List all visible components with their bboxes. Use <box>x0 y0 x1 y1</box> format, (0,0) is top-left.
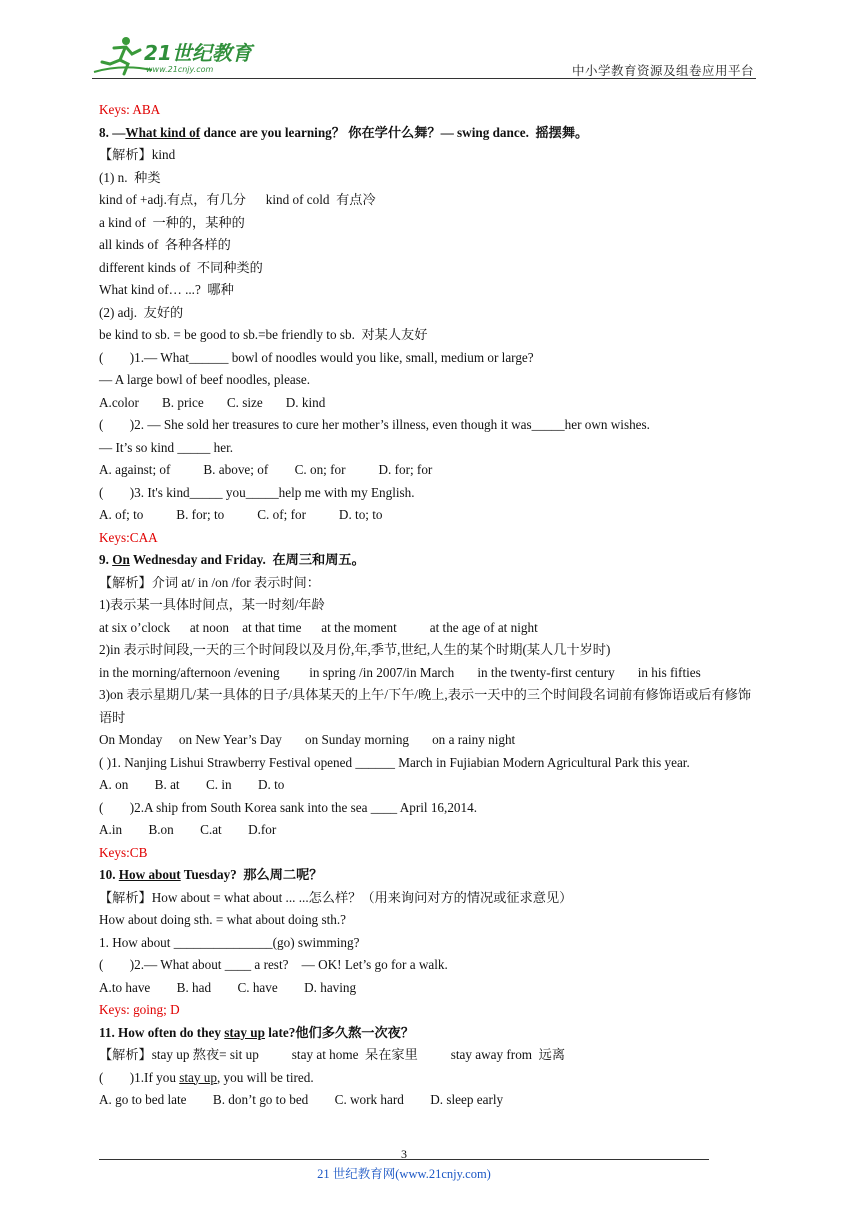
text-line: be kind to sb. = be good to sb.=be friendly to sb. 对某人友好 <box>99 327 428 342</box>
text-line: a kind of 一种的，某种的 <box>99 214 245 230</box>
text-line: ( )2. — She sold her treasures to cure her mother’s illness, even though it was_____her own wishes. <box>99 417 650 432</box>
text-line: How about doing sth. = what about doing sth.? <box>99 912 346 927</box>
text-line: 1)表示某一具体时间点，某一时刻/年龄 <box>99 597 325 612</box>
text-line: different kinds of 不同种类的 <box>99 259 263 275</box>
underlined-phrase: On <box>112 552 130 567</box>
text-line: Keys:CAA <box>99 529 158 545</box>
text-fragment: Tuesday? 那么周二呢？ <box>180 867 323 882</box>
text-line: A. against; of B. above; of C. on; for D. for; for <box>99 462 433 477</box>
text-line: 3)on 表示星期几/某一具体的日子/具体某天的上午/下午/晚上,表示一天中的三个时间段名词前有修饰语或后有修饰语时 <box>99 687 752 725</box>
runner-logo-icon <box>92 34 262 78</box>
text-line <box>99 549 761 572</box>
text-line: On Monday on New Year’s Day on Sunday morning on a rainy night <box>99 732 516 747</box>
underlined-phrase: stay up <box>224 1024 265 1040</box>
text-fragment: 8. — <box>99 124 126 140</box>
text-fragment: Wednesday and Friday. 在周三和周五。 <box>129 552 365 567</box>
text-line: all kinds of 各种各样的 <box>99 237 231 252</box>
page-header <box>92 34 756 80</box>
page-footer <box>99 1147 709 1187</box>
text-line: A.to have B. had C. have D. having <box>99 979 357 995</box>
underlined-phrase: What kind of <box>125 124 201 140</box>
text-line: A.color B. price C. size D. kind <box>99 394 326 410</box>
text-line: 【解析】kind <box>99 147 176 162</box>
text-line: A. go to bed late B. don’t go to bed C. work hard D. sleep early <box>99 1092 504 1107</box>
page-number: 3 <box>401 1147 407 1161</box>
logo <box>92 34 262 78</box>
text-line: ( )3. It's kind_____ you_____help me with my English. <box>99 484 415 500</box>
header-divider <box>92 78 756 79</box>
text-line: A. of; to B. for; to C. of; for D. to; to <box>99 507 383 522</box>
text-line: A.in B.on C.at D.for <box>99 822 277 837</box>
text-line: A. on B. at C. in D. to <box>99 777 285 792</box>
text-line: Keys: going; D <box>99 1002 180 1017</box>
text-line: — A large bowl of beef noodles, please. <box>99 372 311 387</box>
text-line: 【解析】介词 at/ in /on /for 表示时间： <box>99 574 320 590</box>
text-line: 【解析】stay up 熬夜= sit up stay at home 呆在家里 stay away from 远离 <box>99 1047 566 1062</box>
footer-divider <box>99 1159 709 1160</box>
text-line: in the morning/afternoon /evening in spring /in 2007/in March in the twenty-first century in his fifties <box>99 664 701 680</box>
text-fragment: 9. <box>99 552 113 567</box>
text-fragment: dance are you learning？ 你在学什么舞？— swing dance. 摇摆舞。 <box>200 124 589 140</box>
text-fragment: ( )1.If you <box>99 1069 180 1085</box>
text-line <box>99 1067 761 1090</box>
text-fragment: 10. <box>99 867 119 882</box>
underlined-phrase: stay up <box>179 1069 217 1085</box>
text-line <box>99 864 761 887</box>
text-fragment: 11. How often do they <box>99 1024 225 1040</box>
text-line: 1. How about _______________(go) swimming? <box>99 934 360 950</box>
text-line: ( )1. Nanjing Lishui Strawberry Festival opened ______ March in Fujiabian Modern Agricultural Park this year. <box>99 754 690 770</box>
footer-site-link[interactable]: 21 世纪教育网(www.21cnjy.com) <box>317 1167 491 1181</box>
text-line <box>99 122 761 145</box>
underlined-phrase: How about <box>118 867 181 882</box>
text-line: 2)in 表示时间段,一天的三个时间段以及月份,年,季节,世纪,人生的某个时期(某人几十岁时) <box>99 642 611 657</box>
text-line: kind of +adj.有点，有几分 kind of cold 有点冷 <box>99 192 376 207</box>
text-line: Keys:CB <box>99 844 148 860</box>
text-line: (2) adj. 友好的 <box>99 304 184 320</box>
text-line: at six o’clock at noon at that time at the moment at the age of at night <box>99 619 538 635</box>
text-line: What kind of… ...? 哪种 <box>99 282 234 297</box>
document-body <box>99 99 761 1112</box>
svg-text:www.21cnjy.com: www.21cnjy.com <box>146 65 214 74</box>
text-line: (1) n. 种类 <box>99 169 161 185</box>
text-line: 【解析】How about = what about ... ...怎么样？（用来询问对方的情况或征求意见） <box>99 889 573 905</box>
text-line: — It’s so kind _____ her. <box>99 439 234 455</box>
text-line: ( )1.— What______ bowl of noodles would you like, small, medium or large? <box>99 349 534 365</box>
text-fragment: , you will be tired. <box>216 1069 314 1085</box>
platform-name: 中小学教育资源及组卷应用平台 <box>571 63 754 78</box>
svg-text:21世纪教育: 21世纪教育 <box>144 41 252 65</box>
text-fragment: late?他们多久熬一次夜？ <box>264 1024 415 1040</box>
text-line: ( )2.A ship from South Korea sank into the sea ____ April 16,2014. <box>99 799 477 815</box>
text-line: Keys: ABA <box>99 102 161 117</box>
text-line <box>99 1022 761 1045</box>
text-line: ( )2.— What about ____ a rest? — OK! Let’s go for a walk. <box>99 957 448 972</box>
